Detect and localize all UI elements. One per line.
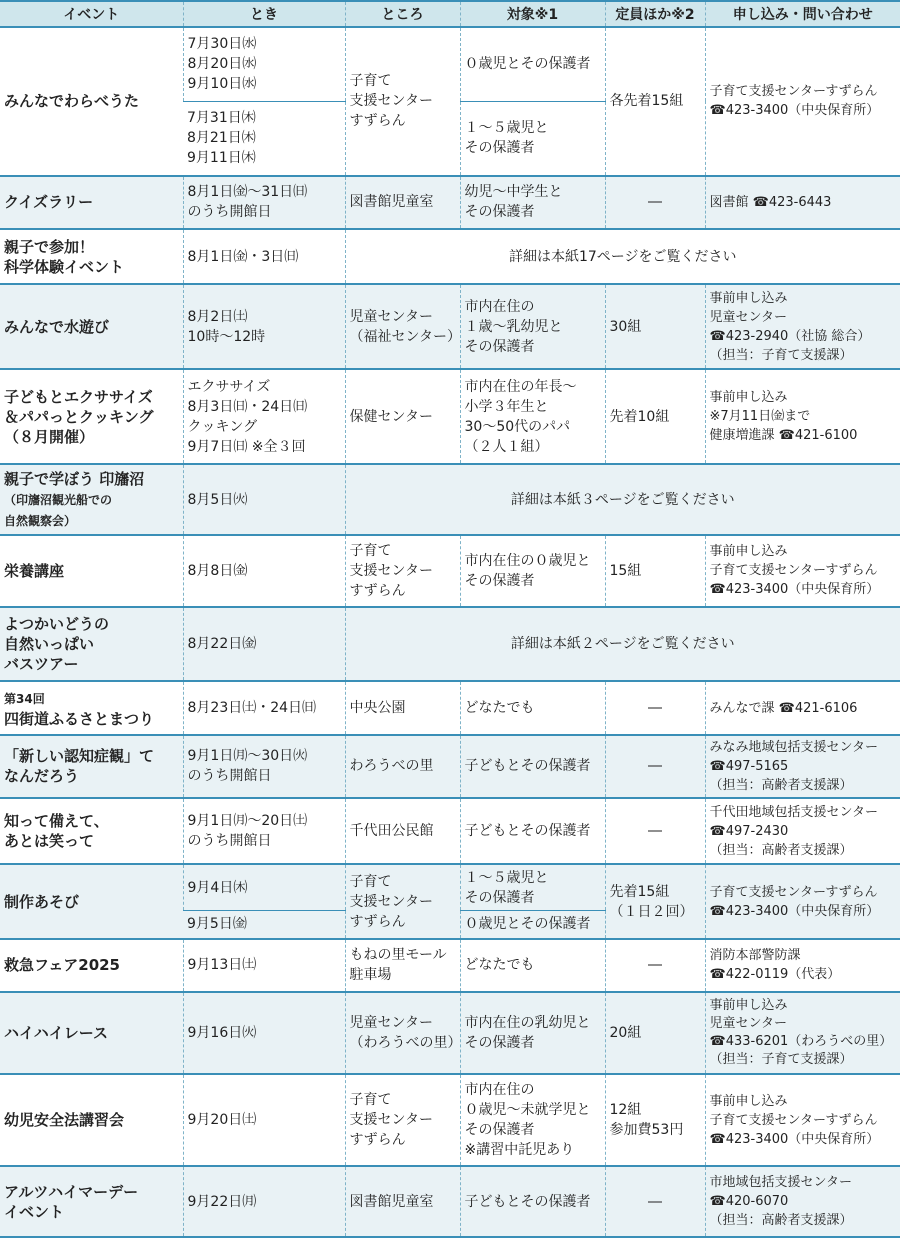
event-contact: みなみ地域包括支援センター ☎497-5165 （担当：高齢者支援課） bbox=[705, 735, 900, 798]
event-where: 千代田公民館 bbox=[345, 798, 460, 864]
col-header-event: イベント bbox=[0, 1, 183, 27]
event-name-main: 四街道ふるさとまつり bbox=[4, 709, 155, 728]
event-where: 中央公園 bbox=[345, 681, 460, 734]
event-where: 子育て 支援センター すずらん bbox=[345, 1074, 460, 1166]
event-when: 9月1日㈪～30日㈫ のうち開館日 bbox=[183, 735, 345, 798]
event-target: ０歳児とその保護者 bbox=[460, 910, 605, 939]
event-when: 9月22日㈪ bbox=[183, 1166, 345, 1237]
event-target: １～５歳児と その保護者 bbox=[460, 101, 605, 175]
table-row bbox=[0, 864, 900, 910]
event-name bbox=[0, 681, 183, 734]
event-when: 9月13日㈯ bbox=[183, 939, 345, 991]
event-capacity: 30組 bbox=[605, 284, 705, 368]
event-contact: 事前申し込み 子育て支援センターすずらん ☎423-3400（中央保育所） bbox=[705, 1074, 900, 1166]
event-name-sub: （印旛沼観光船での 自然観察会） bbox=[4, 492, 113, 528]
event-when: 7月31日㈭ 8月21日㈭ 9月11日㈭ bbox=[183, 101, 345, 175]
col-header-when: とき bbox=[183, 1, 345, 27]
table-row bbox=[0, 681, 900, 734]
table-row bbox=[0, 939, 900, 991]
table-row bbox=[0, 176, 900, 229]
col-header-target: 対象※1 bbox=[460, 1, 605, 27]
event-name: 制作あそび bbox=[0, 864, 183, 939]
event-where: 児童センター （わろうべの里） bbox=[345, 992, 460, 1074]
event-where: 保健センター bbox=[345, 369, 460, 465]
table-row bbox=[0, 1166, 900, 1237]
event-target: ０歳児とその保護者 bbox=[460, 27, 605, 101]
event-when: 8月22日㈮ bbox=[183, 607, 345, 681]
event-where: 児童センター （福祉センター） bbox=[345, 284, 460, 368]
event-name: 親子で参加！ 科学体験イベント bbox=[0, 229, 183, 284]
event-name: 「新しい認知症観」て なんだろう bbox=[0, 735, 183, 798]
col-header-contact: 申し込み・問い合わせ bbox=[705, 1, 900, 27]
event-name: 栄養講座 bbox=[0, 535, 183, 607]
event-when: 8月1日㈮・3日㈰ bbox=[183, 229, 345, 284]
event-contact: 事前申し込み 子育て支援センターすずらん ☎423-3400（中央保育所） bbox=[705, 535, 900, 607]
event-name: 子どもとエクササイズ ＆パパっとクッキング （８月開催） bbox=[0, 369, 183, 465]
event-contact: 子育て支援センターすずらん ☎423-3400（中央保育所） bbox=[705, 27, 900, 176]
event-name: クイズラリー bbox=[0, 176, 183, 229]
event-target: 市内在住の １歳～乳幼児と その保護者 bbox=[460, 284, 605, 368]
event-target: 市内在住の ０歳児～未就学児と その保護者 ※講習中託児あり bbox=[460, 1074, 605, 1166]
event-when: 8月5日㈫ bbox=[183, 464, 345, 534]
table-row bbox=[0, 229, 900, 284]
table-row bbox=[0, 1074, 900, 1166]
event-name: みんなでわらべうた bbox=[0, 27, 183, 176]
event-capacity: 15組 bbox=[605, 535, 705, 607]
event-capacity: 12組 参加費53円 bbox=[605, 1074, 705, 1166]
event-capacity: ― bbox=[605, 176, 705, 229]
event-name: アルツハイマーデー イベント bbox=[0, 1166, 183, 1237]
event-capacity: 先着15組 （１日２回） bbox=[605, 864, 705, 939]
event-when: 8月2日㈯ 10時～12時 bbox=[183, 284, 345, 368]
col-header-where: ところ bbox=[345, 1, 460, 27]
event-when: エクササイズ 8月3日㈰・24日㈰ クッキング 9月7日㈰ ※全３回 bbox=[183, 369, 345, 465]
event-when: 9月1日㈪～20日㈯ のうち開館日 bbox=[183, 798, 345, 864]
event-target: 幼児～中学生と その保護者 bbox=[460, 176, 605, 229]
event-capacity: ― bbox=[605, 798, 705, 864]
table-row bbox=[0, 735, 900, 798]
event-capacity: 先着10組 bbox=[605, 369, 705, 465]
event-target: 子どもとその保護者 bbox=[460, 798, 605, 864]
event-name-prefix: 第34回 bbox=[4, 691, 45, 706]
table-row bbox=[0, 464, 900, 534]
table-row bbox=[0, 369, 900, 465]
event-contact: 子育て支援センターすずらん ☎423-3400（中央保育所） bbox=[705, 864, 900, 939]
event-capacity: ― bbox=[605, 681, 705, 734]
table-row bbox=[0, 535, 900, 607]
header-row bbox=[0, 1, 900, 27]
event-name bbox=[0, 464, 183, 534]
event-target: 市内在住の乳幼児と その保護者 bbox=[460, 992, 605, 1074]
event-contact: 事前申し込み 児童センター ☎433-6201（わろうべの里） （担当：子育て支援課） bbox=[705, 992, 900, 1074]
event-name: 幼児安全法講習会 bbox=[0, 1074, 183, 1166]
table-row bbox=[0, 27, 900, 101]
event-contact: 図書館 ☎423-6443 bbox=[705, 176, 900, 229]
event-contact: 事前申し込み 児童センター ☎423-2940（社協 総合） （担当：子育て支援課） bbox=[705, 284, 900, 368]
event-capacity: 20組 bbox=[605, 992, 705, 1074]
event-target: どなたでも bbox=[460, 939, 605, 991]
event-where: 子育て 支援センター すずらん bbox=[345, 27, 460, 176]
event-notice: 詳細は本紙３ページをご覧ください bbox=[345, 464, 900, 534]
event-when: 8月23日㈯・24日㈰ bbox=[183, 681, 345, 734]
event-notice: 詳細は本紙２ページをご覧ください bbox=[345, 607, 900, 681]
event-capacity: ― bbox=[605, 939, 705, 991]
event-name: みんなで水遊び bbox=[0, 284, 183, 368]
event-when: 9月16日㈫ bbox=[183, 992, 345, 1074]
event-when: 8月8日㈮ bbox=[183, 535, 345, 607]
table-row bbox=[0, 284, 900, 368]
event-target: 子どもとその保護者 bbox=[460, 1166, 605, 1237]
event-where: 図書館児童室 bbox=[345, 1166, 460, 1237]
event-target: １～５歳児と その保護者 bbox=[460, 864, 605, 910]
event-name: 知って備えて、 あとは笑って bbox=[0, 798, 183, 864]
event-name: ハイハイレース bbox=[0, 992, 183, 1074]
table-row bbox=[0, 607, 900, 681]
event-target: 市内在住の０歳児と その保護者 bbox=[460, 535, 605, 607]
event-contact: 事前申し込み ※7月11日㈮まで 健康増進課 ☎421-6100 bbox=[705, 369, 900, 465]
event-when: 9月20日㈯ bbox=[183, 1074, 345, 1166]
event-capacity: ― bbox=[605, 1166, 705, 1237]
event-where: 子育て 支援センター すずらん bbox=[345, 535, 460, 607]
event-when: 7月30日㈬ 8月20日㈬ 9月10日㈬ bbox=[183, 27, 345, 101]
event-contact: 市地域包括支援センター ☎420-6070 （担当：高齢者支援課） bbox=[705, 1166, 900, 1237]
event-capacity: ― bbox=[605, 735, 705, 798]
event-capacity: 各先着15組 bbox=[605, 27, 705, 176]
event-notice: 詳細は本紙17ページをご覧ください bbox=[345, 229, 900, 284]
event-name: よつかいどうの 自然いっぱい バスツアー bbox=[0, 607, 183, 681]
event-where: もねの里モール 駐車場 bbox=[345, 939, 460, 991]
event-where: 図書館児童室 bbox=[345, 176, 460, 229]
event-contact: 千代田地域包括支援センター ☎497-2430 （担当：高齢者支援課） bbox=[705, 798, 900, 864]
event-when: 8月1日㈮～31日㈰ のうち開館日 bbox=[183, 176, 345, 229]
col-header-capacity: 定員ほか※2 bbox=[605, 1, 705, 27]
event-target: 市内在住の年長～ 小学３年生と 30～50代のパパ （２人１組） bbox=[460, 369, 605, 465]
event-where: わろうべの里 bbox=[345, 735, 460, 798]
event-target: 子どもとその保護者 bbox=[460, 735, 605, 798]
table-row bbox=[0, 992, 900, 1074]
event-contact: 消防本部警防課 ☎422-0119（代表） bbox=[705, 939, 900, 991]
event-contact: みんなで課 ☎421-6106 bbox=[705, 681, 900, 734]
event-where: 子育て 支援センター すずらん bbox=[345, 864, 460, 939]
event-name: 救急フェア2025 bbox=[0, 939, 183, 991]
event-target: どなたでも bbox=[460, 681, 605, 734]
event-when: 9月5日㈮ bbox=[183, 910, 345, 939]
event-when: 9月4日㈭ bbox=[183, 864, 345, 910]
event-name-main: 親子で学ぼう 印旛沼 bbox=[4, 469, 145, 488]
table-row bbox=[0, 798, 900, 864]
